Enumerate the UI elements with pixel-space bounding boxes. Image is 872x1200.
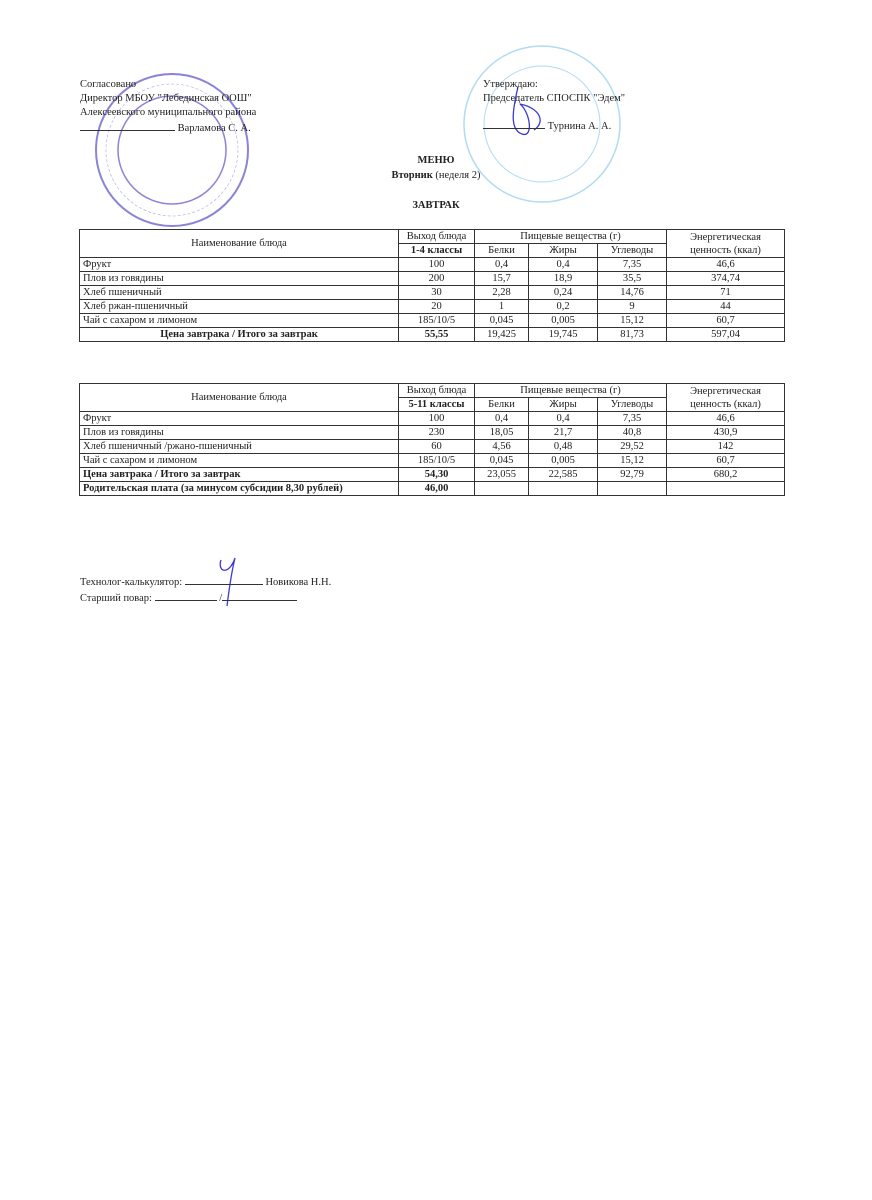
header-energy-line1: Энергетическая <box>690 231 761 243</box>
cell-protein: 0,4 <box>475 412 529 426</box>
cell-name: Фрукт <box>80 412 399 426</box>
header-protein: Белки <box>475 398 529 412</box>
approval-left-district: Алексеевского муниципального района <box>80 107 257 118</box>
cell-name: Плов из говядины <box>80 272 399 286</box>
header-nutrients: Пищевые вещества (г) <box>475 230 667 244</box>
header-energy <box>667 384 785 412</box>
technologist-label: Технолог-калькулятор: <box>80 577 183 588</box>
cell-output: 30 <box>399 286 475 300</box>
total-fat: 22,585 <box>529 468 598 482</box>
header-name: Наименование блюда <box>80 230 399 258</box>
table-row <box>80 454 785 468</box>
cell-output: 100 <box>399 258 475 272</box>
cell-carbs: 7,35 <box>598 412 667 426</box>
cell-energy: 430,9 <box>667 426 785 440</box>
cell-carbs: 40,8 <box>598 426 667 440</box>
menu-table-1-4 <box>79 229 785 342</box>
cell-protein: 2,28 <box>475 286 529 300</box>
cell-fat: 0,2 <box>529 300 598 314</box>
total-fat: 19,745 <box>529 328 598 342</box>
total-protein: 23,055 <box>475 468 529 482</box>
header-protein: Белки <box>475 244 529 258</box>
total-output: 54,30 <box>399 468 475 482</box>
total-energy: 680,2 <box>667 468 785 482</box>
approval-right <box>483 78 625 134</box>
parent-fee-output: 46,00 <box>399 482 475 496</box>
approval-right-position: Председатель СПОСПК "Эдем" <box>483 93 626 104</box>
empty-cell <box>529 482 598 496</box>
total-name: Цена завтрака / Итого за завтрак <box>80 468 399 482</box>
cell-energy: 374,74 <box>667 272 785 286</box>
cell-name: Хлеб пшеничный /ржано-пшеничный <box>80 440 399 454</box>
cell-output: 60 <box>399 440 475 454</box>
cell-carbs: 35,5 <box>598 272 667 286</box>
cell-output: 230 <box>399 426 475 440</box>
total-name: Цена завтрака / Итого за завтрак <box>80 328 399 342</box>
cell-output: 185/10/5 <box>399 314 475 328</box>
cell-protein: 0,4 <box>475 258 529 272</box>
chef-separator: / <box>219 593 223 604</box>
table-row <box>80 314 785 328</box>
cell-carbs: 15,12 <box>598 314 667 328</box>
total-row <box>80 328 785 342</box>
footer-signatures <box>80 574 331 606</box>
cell-energy: 44 <box>667 300 785 314</box>
approval-left-label: Согласовано <box>80 79 137 90</box>
cell-output: 20 <box>399 300 475 314</box>
cell-fat: 21,7 <box>529 426 598 440</box>
week-label: (неделя 2) <box>435 170 481 181</box>
cell-output: 200 <box>399 272 475 286</box>
header-energy-line2: ценность (ккал) <box>690 398 761 410</box>
cell-fat: 0,48 <box>529 440 598 454</box>
header-fat: Жиры <box>529 244 598 258</box>
header-name: Наименование блюда <box>80 384 399 412</box>
total-carbs: 81,73 <box>598 328 667 342</box>
header-carbs: Углеводы <box>598 398 667 412</box>
cell-fat: 0,005 <box>529 314 598 328</box>
approval-left-position: Директор МБОУ "Лебединская ООШ" <box>80 93 252 104</box>
cell-carbs: 9 <box>598 300 667 314</box>
cell-fat: 0,005 <box>529 454 598 468</box>
day-name: Вторник <box>391 170 433 181</box>
cell-carbs: 14,76 <box>598 286 667 300</box>
header-energy-line2: ценность (ккал) <box>690 244 761 256</box>
cell-protein: 18,05 <box>475 426 529 440</box>
cell-energy: 60,7 <box>667 314 785 328</box>
table-row <box>80 272 785 286</box>
header-group: 5-11 классы <box>399 398 475 412</box>
header-group: 1-4 классы <box>399 244 475 258</box>
cell-carbs: 7,35 <box>598 258 667 272</box>
header-carbs: Углеводы <box>598 244 667 258</box>
total-carbs: 92,79 <box>598 468 667 482</box>
approval-left-signer: Варламова С. А. <box>177 123 251 134</box>
cell-name: Плов из говядины <box>80 426 399 440</box>
cell-carbs: 29,52 <box>598 440 667 454</box>
total-row <box>80 468 785 482</box>
cell-protein: 0,045 <box>475 454 529 468</box>
cell-carbs: 15,12 <box>598 454 667 468</box>
empty-cell <box>598 482 667 496</box>
header-fat: Жиры <box>529 398 598 412</box>
cell-fat: 0,24 <box>529 286 598 300</box>
header-energy <box>667 230 785 258</box>
parent-fee-name: Родительская плата (за минусом субсидии 8,30 рублей) <box>80 482 399 496</box>
table-row <box>80 440 785 454</box>
cell-name: Хлеб пшеничный <box>80 286 399 300</box>
cell-fat: 0,4 <box>529 412 598 426</box>
menu-day <box>0 170 872 181</box>
cell-energy: 71 <box>667 286 785 300</box>
meal-title: ЗАВТРАК <box>412 200 460 211</box>
cell-fat: 0,4 <box>529 258 598 272</box>
total-output: 55,55 <box>399 328 475 342</box>
empty-cell <box>667 482 785 496</box>
header-nutrients: Пищевые вещества (г) <box>475 384 667 398</box>
approval-right-signer: Турнина А. А. <box>547 121 612 132</box>
cell-energy: 60,7 <box>667 454 785 468</box>
empty-cell <box>475 482 529 496</box>
header-energy-line1: Энергетическая <box>690 385 761 397</box>
header-output: Выход блюда <box>399 230 475 244</box>
cell-energy: 46,6 <box>667 412 785 426</box>
table-row <box>80 286 785 300</box>
cell-name: Чай с сахаром и лимоном <box>80 454 399 468</box>
cell-output: 100 <box>399 412 475 426</box>
table-row <box>80 300 785 314</box>
table-row <box>80 258 785 272</box>
menu-table-5-11 <box>79 383 785 496</box>
cell-output: 185/10/5 <box>399 454 475 468</box>
total-energy: 597,04 <box>667 328 785 342</box>
cell-name: Фрукт <box>80 258 399 272</box>
table-row <box>80 426 785 440</box>
cell-protein: 0,045 <box>475 314 529 328</box>
technologist-name: Новикова Н.Н. <box>265 577 332 588</box>
menu-title: МЕНЮ <box>417 155 455 166</box>
cell-name: Чай с сахаром и лимоном <box>80 314 399 328</box>
cell-protein: 1 <box>475 300 529 314</box>
cell-protein: 15,7 <box>475 272 529 286</box>
parent-fee-row <box>80 482 785 496</box>
cell-protein: 4,56 <box>475 440 529 454</box>
cell-name: Хлеб ржан-пшеничный <box>80 300 399 314</box>
cell-fat: 18,9 <box>529 272 598 286</box>
cell-energy: 142 <box>667 440 785 454</box>
approval-right-label: Утверждаю: <box>483 79 538 90</box>
cell-energy: 46,6 <box>667 258 785 272</box>
header-output: Выход блюда <box>399 384 475 398</box>
table-row <box>80 412 785 426</box>
chef-label: Старший повар: <box>80 593 152 604</box>
total-protein: 19,425 <box>475 328 529 342</box>
approval-left <box>80 78 256 136</box>
